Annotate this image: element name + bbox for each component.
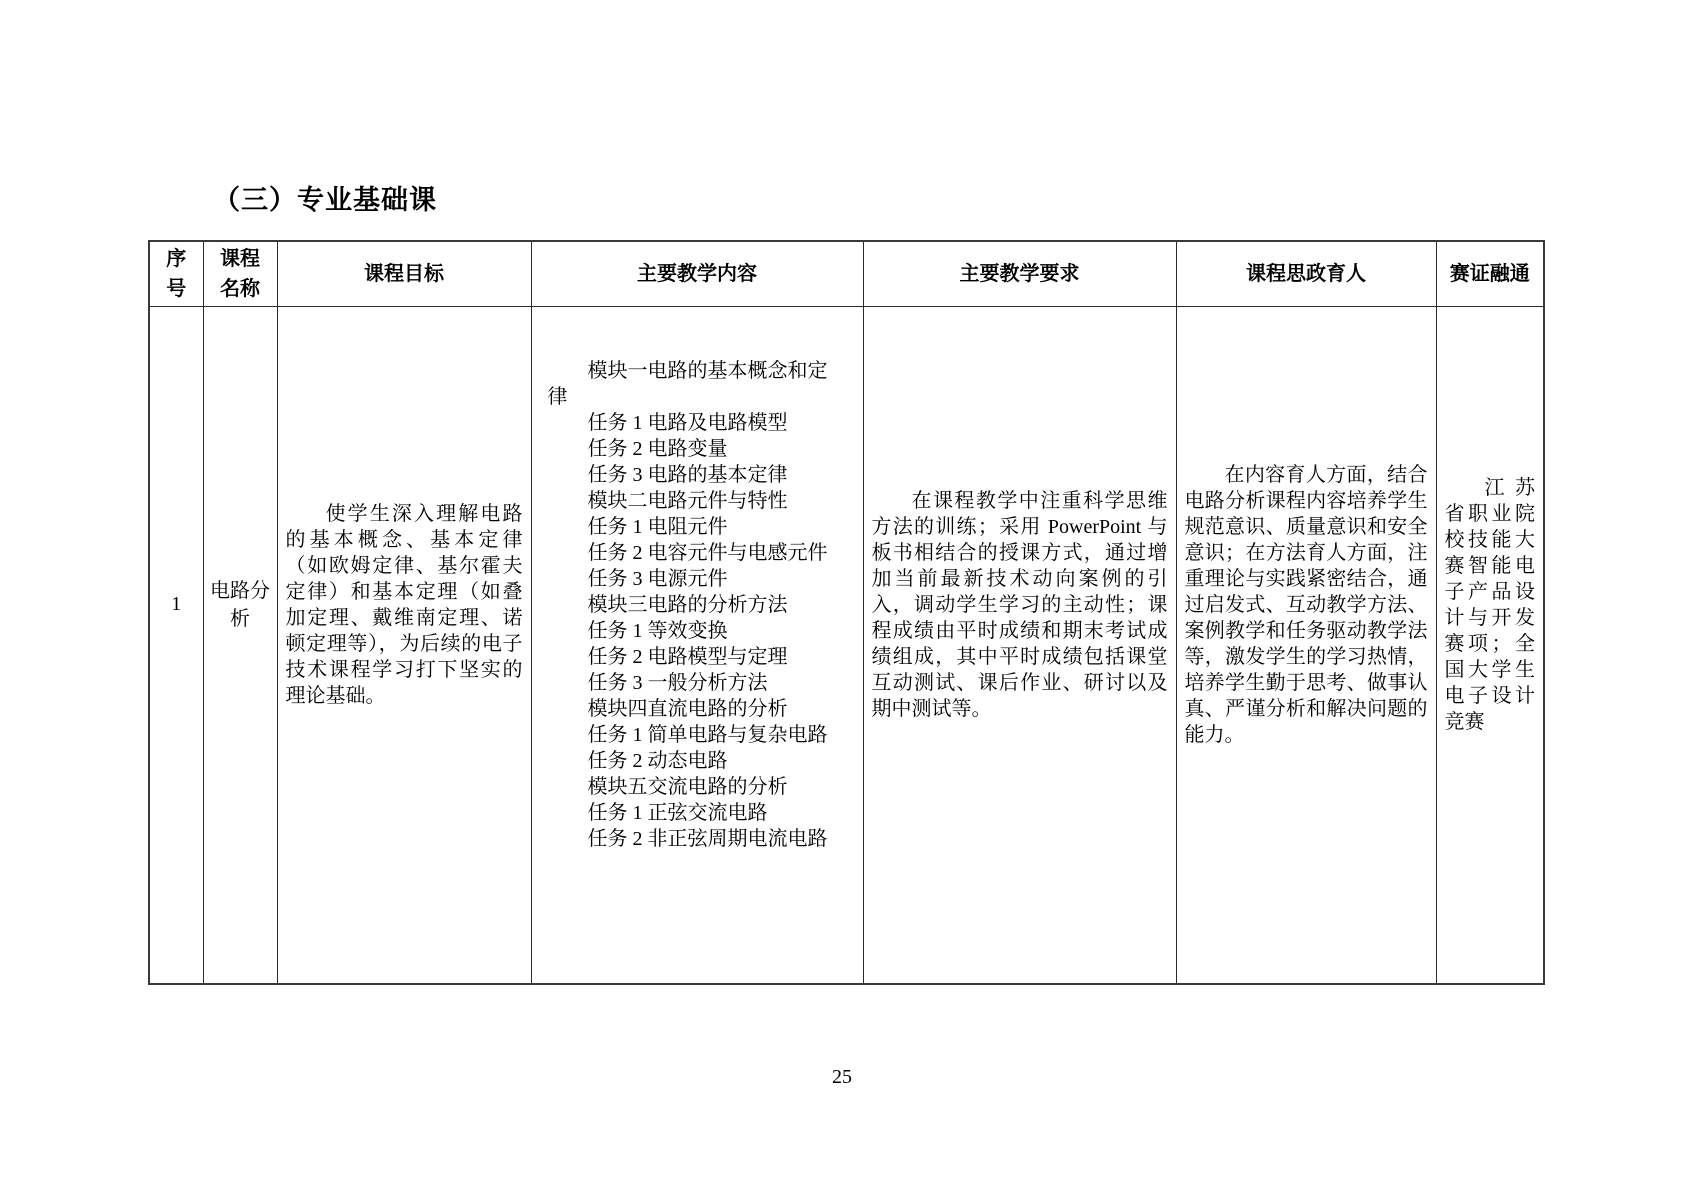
content-line: 任务 2 电路模型与定理 (587, 645, 788, 668)
table-row (149, 307, 1544, 984)
content-line: 任务 3 电路的基本定律 (587, 463, 788, 486)
teaching-requirements-text: 在课程教学中注重科学思维方法的训练；采用 PowerPoint 与板书相结合的授课方式，通过增加当前最新技术动向案例的引入，调动学生学习的主动性；课程成绩由平时成绩和期末考试成绩组成，其中平时成绩包括课堂互动测试、课后作业、研讨以及期中测试等。 (871, 489, 1168, 720)
objectives-text: 使学生深入理解电路的基本概念、基本定律（如欧姆定律、基尔霍夫定律）和基本定理（如叠加定理、戴维南定理、诺顿定理等），为后续的电子技术课程学习打下坚实的理论基础。 (285, 502, 523, 707)
content-line: 任务 1 电路及电路模型 (587, 411, 788, 434)
content-line: 模块四直流电路的分析 (587, 697, 788, 720)
content-line: 任务 2 动态电路 (587, 749, 728, 772)
content-line: 任务 3 电源元件 (587, 567, 728, 590)
section-title: （三）专业基础课 (213, 185, 437, 215)
content-line: 模块三电路的分析方法 (587, 593, 788, 616)
cell-teaching-content (531, 307, 863, 984)
cell-index: 1 (149, 307, 203, 984)
content-line: 任务 1 简单电路与复杂电路 (587, 723, 828, 746)
col-header-objectives: 课程目标 (277, 241, 531, 307)
course-table (148, 240, 1545, 985)
content-line: 模块一电路的基本概念和定律 (547, 359, 828, 408)
content-line: 模块二电路元件与特性 (587, 489, 788, 512)
col-header-course-name: 课程名称 (203, 241, 277, 307)
content-line: 任务 2 非正弦周期电流电路 (587, 827, 828, 850)
content-line: 任务 1 正弦交流电路 (587, 801, 768, 824)
cell-course-name: 电路分析 (203, 307, 277, 984)
content-line: 模块五交流电路的分析 (587, 775, 788, 798)
table-header-row (149, 241, 1544, 307)
page-number: 25 (832, 1066, 852, 1088)
content-line: 任务 2 电路变量 (587, 437, 728, 460)
content-line: 任务 1 等效变换 (587, 619, 728, 642)
col-header-ideological-education: 课程思政育人 (1176, 241, 1436, 307)
cell-teaching-requirements (863, 307, 1176, 984)
ideological-education-text: 在内容育人方面，结合电路分析课程内容培养学生规范意识、质量意识和安全意识；在方法育人方面，注重理论与实践紧密结合，通过启发式、互动教学方法、案例教学和任务驱动教学法等，激发学生的学习热情，培养学生勤于思考、做事认真、严谨分析和解决问题的能力。 (1184, 463, 1428, 746)
content-line: 任务 3 一般分析方法 (587, 671, 768, 694)
content-line: 任务 1 电阻元件 (587, 515, 728, 538)
col-header-teaching-requirements: 主要教学要求 (863, 241, 1176, 307)
competition-certificate-text: 江苏省职业院校技能大赛智能电子产品设计与开发赛项；全国大学生电子设计竞赛 (1444, 476, 1535, 733)
cell-competition-certificate (1436, 307, 1544, 984)
col-header-competition-certificate: 赛证融通 (1436, 241, 1544, 307)
teaching-content-list (548, 358, 847, 852)
cell-ideological-education (1176, 307, 1436, 984)
col-header-index: 序号 (149, 241, 203, 307)
cell-objectives (277, 307, 531, 984)
content-line: 任务 2 电容元件与电感元件 (587, 541, 828, 564)
col-header-teaching-content: 主要教学内容 (531, 241, 863, 307)
